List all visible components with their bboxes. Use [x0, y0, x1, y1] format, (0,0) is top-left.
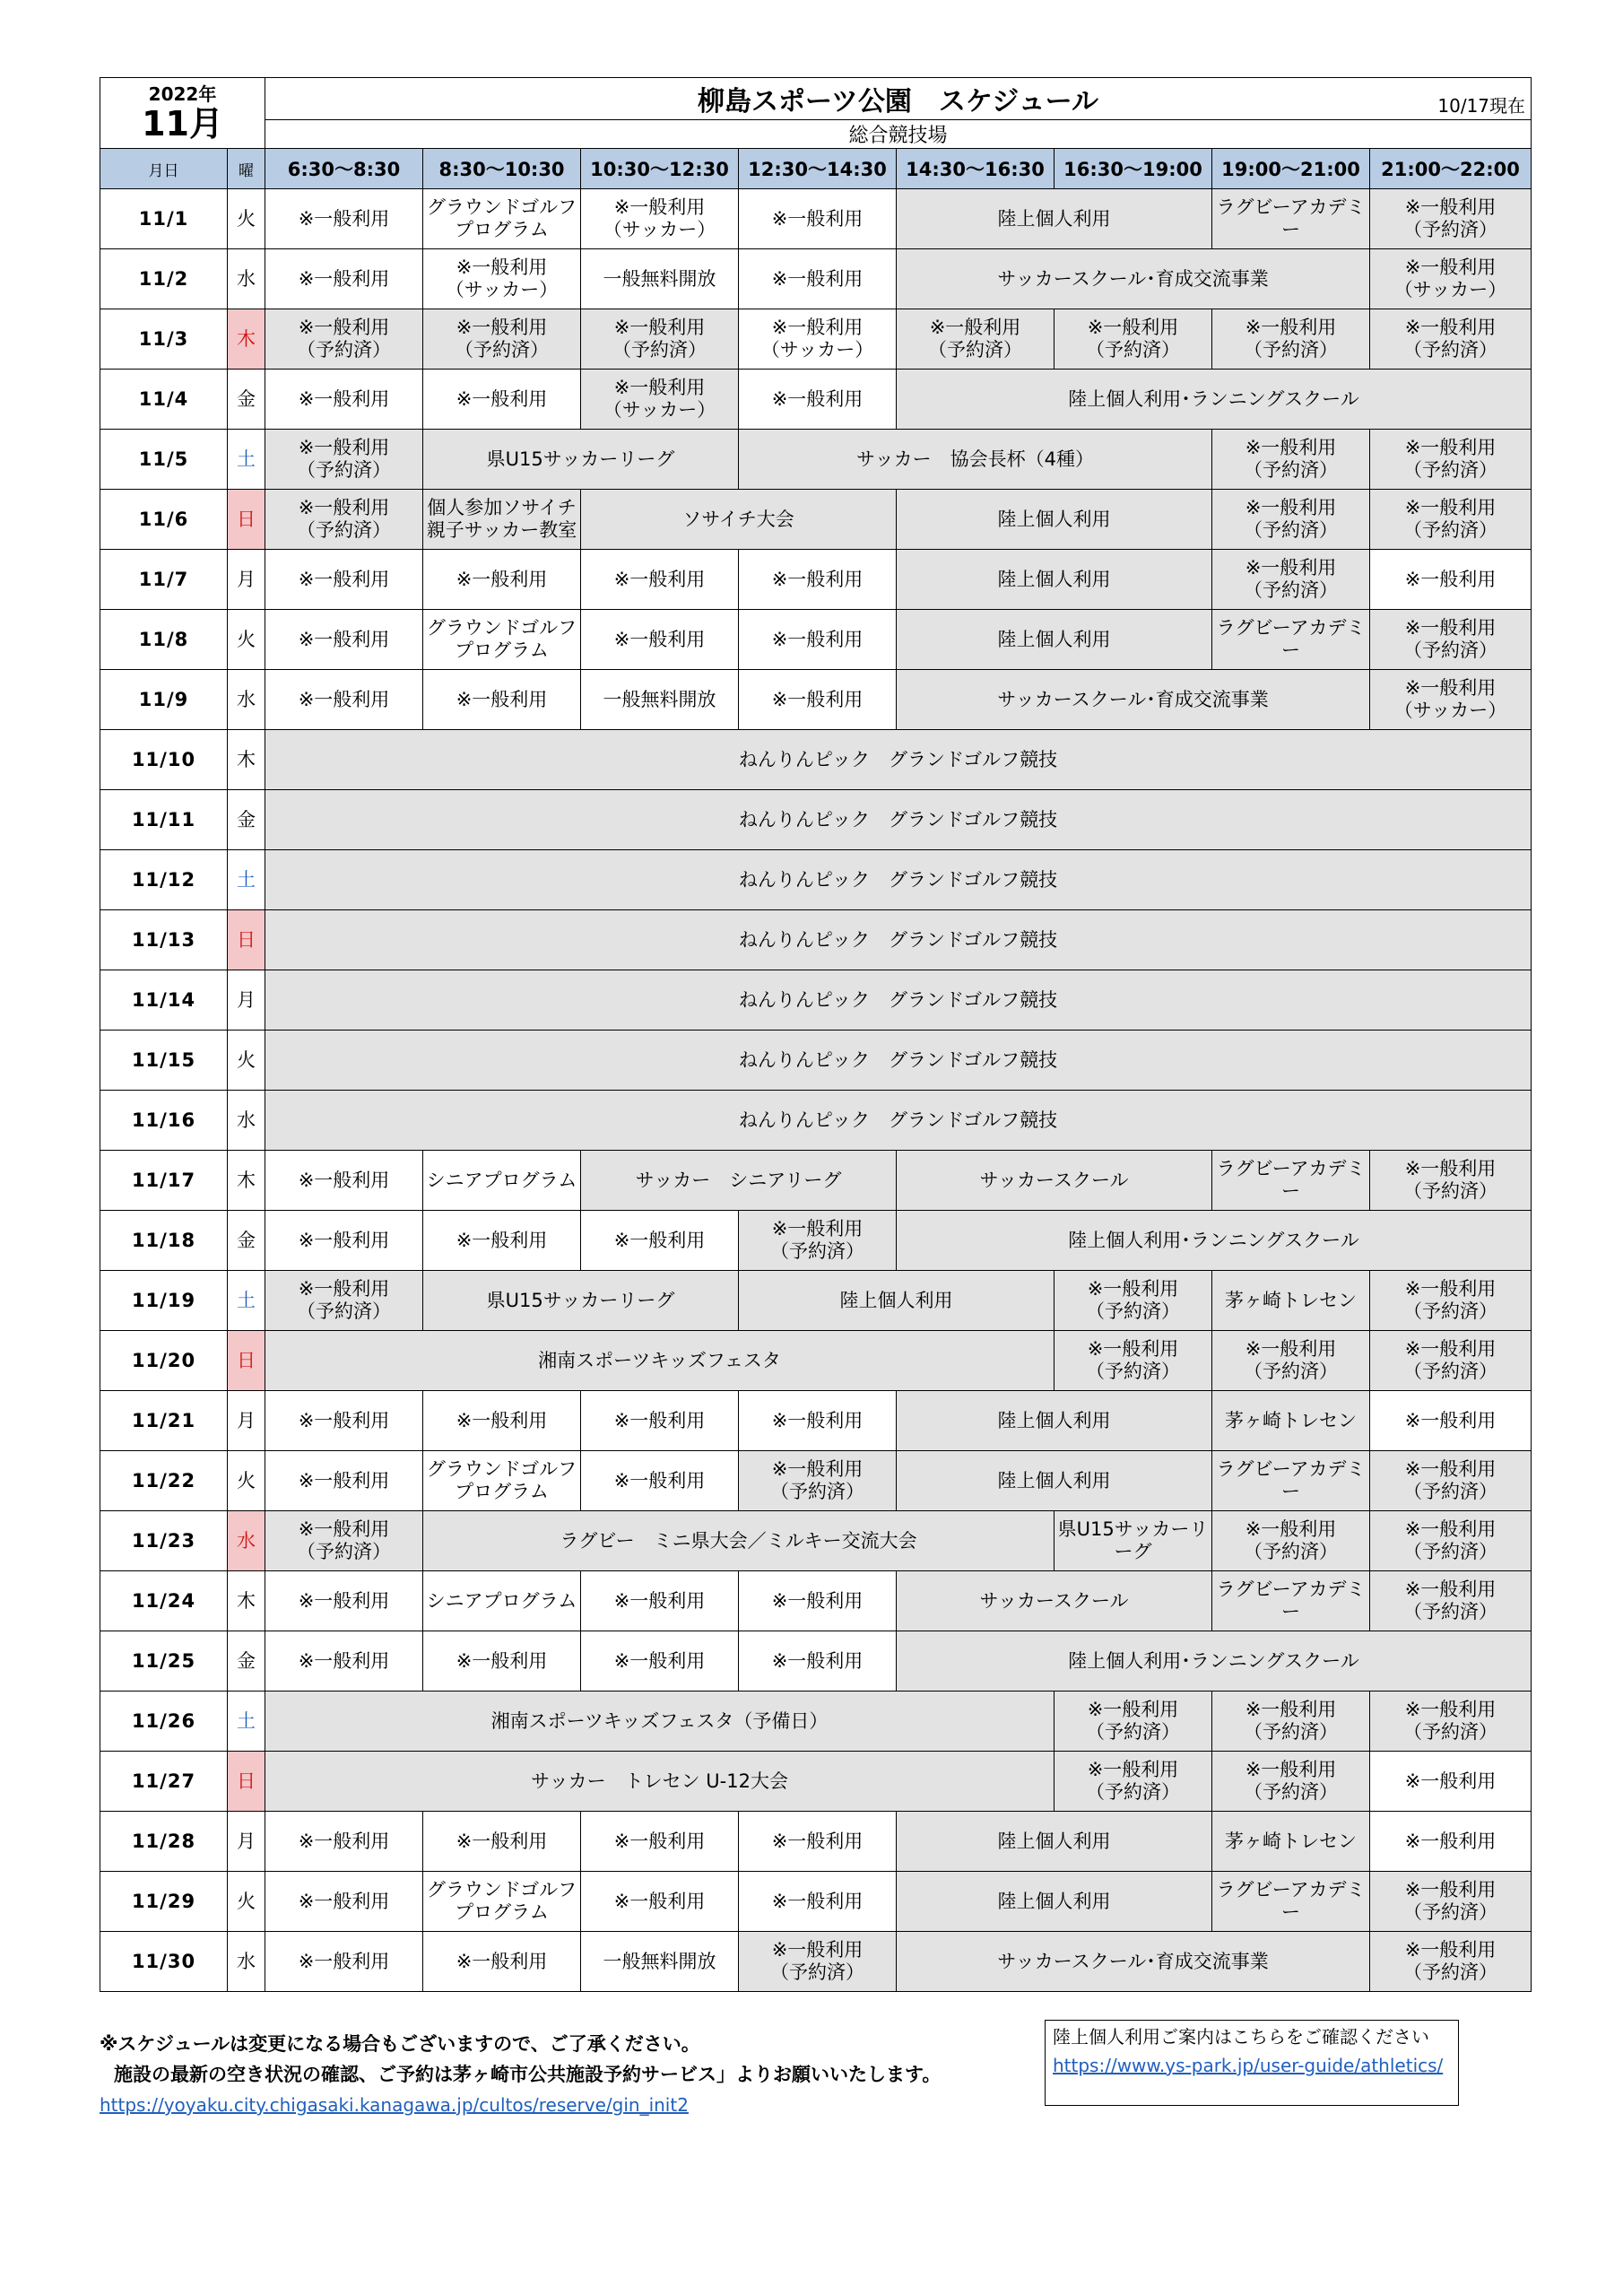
schedule-row	[100, 610, 1532, 670]
schedule-slot-cell: 陸上個人利用	[897, 610, 1212, 670]
schedule-slot-cell: ※一般利用 （予約済）	[897, 309, 1055, 370]
weekday-cell: 火	[228, 1451, 265, 1511]
schedule-slot-cell: ※一般利用 （サッカー）	[581, 189, 739, 249]
schedule-row	[100, 1091, 1532, 1151]
schedule-slot-cell: ※一般利用 （サッカー）	[581, 370, 739, 430]
schedule-slot-cell: ※一般利用 （サッカー）	[1370, 249, 1532, 309]
notes-line-1: ※スケジュールは変更になる場合もございますので、ご了承ください。	[100, 2033, 700, 2055]
schedule-slot-cell: 陸上個人利用	[897, 490, 1212, 550]
schedule-slot-cell: ※一般利用	[581, 1571, 739, 1631]
schedule-slot-cell: ラグビー ミニ県大会／ミルキー交流大会	[423, 1511, 1055, 1571]
schedule-slot-cell: ※一般利用 （予約済）	[1370, 1692, 1532, 1752]
column-header-slot: 14:30～16:30	[897, 149, 1055, 189]
schedule-slot-cell: ※一般利用 （予約済）	[1370, 1511, 1532, 1571]
schedule-slot-cell: ラグビーアカデミー	[1212, 1571, 1370, 1631]
weekday-cell: 土	[228, 850, 265, 910]
schedule-row	[100, 1872, 1532, 1932]
weekday-cell: 日	[228, 1331, 265, 1391]
schedule-slot-cell: ※一般利用	[581, 550, 739, 610]
date-cell: 11/11	[100, 790, 228, 850]
schedule-slot-cell: ※一般利用 （予約済）	[1370, 309, 1532, 370]
weekday-cell: 水	[228, 1091, 265, 1151]
date-cell: 11/8	[100, 610, 228, 670]
schedule-slot-cell: ※一般利用 （予約済）	[265, 430, 423, 490]
date-cell: 11/3	[100, 309, 228, 370]
schedule-slot-cell: ※一般利用 （サッカー）	[423, 249, 581, 309]
schedule-row	[100, 490, 1532, 550]
schedule-slot-cell: サッカースクール･育成交流事業	[897, 1932, 1370, 1992]
schedule-slot-cell: 一般無料開放	[581, 249, 739, 309]
weekday-cell: 木	[228, 730, 265, 790]
schedule-slot-cell: ねんりんピック グランドゴルフ競技	[265, 970, 1532, 1031]
schedule-table	[100, 77, 1532, 1992]
title-cell	[265, 78, 1532, 120]
schedule-slot-cell: ※一般利用 （サッカー）	[739, 309, 897, 370]
schedule-slot-cell: ※一般利用 （予約済）	[1370, 610, 1532, 670]
schedule-slot-cell: ※一般利用	[581, 1631, 739, 1692]
weekday-cell: 火	[228, 1031, 265, 1091]
schedule-row	[100, 970, 1532, 1031]
schedule-slot-cell: ※一般利用	[581, 1812, 739, 1872]
date-cell: 11/29	[100, 1872, 228, 1932]
schedule-slot-cell: ※一般利用	[265, 1932, 423, 1992]
schedule-slot-cell: ※一般利用	[739, 1631, 897, 1692]
schedule-slot-cell: 陸上個人利用	[897, 1451, 1212, 1511]
schedule-slot-cell: ※一般利用 （予約済）	[1370, 1151, 1532, 1211]
weekday-cell: 水	[228, 1511, 265, 1571]
schedule-row	[100, 1151, 1532, 1211]
schedule-slot-cell: ※一般利用 （予約済）	[1370, 1932, 1532, 1992]
date-cell: 11/5	[100, 430, 228, 490]
weekday-cell: 日	[228, 1752, 265, 1812]
schedule-row	[100, 910, 1532, 970]
schedule-slot-cell: ※一般利用	[581, 1211, 739, 1271]
schedule-row	[100, 1511, 1532, 1571]
schedule-slot-cell: ※一般利用 （予約済）	[1370, 1872, 1532, 1932]
schedule-slot-cell: 陸上個人利用	[897, 1391, 1212, 1451]
schedule-slot-cell: ※一般利用	[265, 1391, 423, 1451]
schedule-row	[100, 1211, 1532, 1271]
schedule-slot-cell: ラグビーアカデミー	[1212, 610, 1370, 670]
schedule-slot-cell: ※一般利用	[739, 1812, 897, 1872]
weekday-cell: 水	[228, 249, 265, 309]
weekday-cell: 月	[228, 1391, 265, 1451]
schedule-slot-cell: ※一般利用	[265, 550, 423, 610]
schedule-slot-cell: ※一般利用	[265, 1872, 423, 1932]
date-cell: 11/16	[100, 1091, 228, 1151]
schedule-slot-cell: ※一般利用 （予約済）	[265, 309, 423, 370]
date-cell: 11/14	[100, 970, 228, 1031]
schedule-slot-cell: ※一般利用 （予約済）	[1212, 1692, 1370, 1752]
schedule-row	[100, 1752, 1532, 1812]
schedule-row	[100, 1451, 1532, 1511]
weekday-cell: 木	[228, 309, 265, 370]
schedule-row	[100, 1331, 1532, 1391]
date-cell: 11/20	[100, 1331, 228, 1391]
schedule-slot-cell: ※一般利用 （予約済）	[1212, 1752, 1370, 1812]
schedule-slot-cell: ※一般利用 （予約済）	[1370, 1331, 1532, 1391]
weekday-cell: 金	[228, 1211, 265, 1271]
reservation-link[interactable]: https://yoyaku.city.chigasaki.kanagawa.jp/cultos/reserve/gin_init2	[100, 2094, 689, 2116]
schedule-slot-cell: ※一般利用 （予約済）	[265, 490, 423, 550]
schedule-slot-cell: 陸上個人利用	[897, 1812, 1212, 1872]
date-cell: 11/6	[100, 490, 228, 550]
column-header-slot: 8:30～10:30	[423, 149, 581, 189]
schedule-row	[100, 790, 1532, 850]
schedule-slot-cell: ※一般利用 （サッカー）	[1370, 670, 1532, 730]
weekday-cell: 土	[228, 1692, 265, 1752]
schedule-row	[100, 309, 1532, 370]
schedule-slot-cell: ※一般利用	[423, 550, 581, 610]
schedule-slot-cell: 一般無料開放	[581, 1932, 739, 1992]
schedule-slot-cell: グラウンドゴルフ プログラム	[423, 1872, 581, 1932]
guide-text: 陸上個人利用ご案内はこちらをご確認ください	[1053, 2026, 1429, 2048]
schedule-slot-cell: 県U15サッカーリーグ	[423, 430, 739, 490]
schedule-row	[100, 1391, 1532, 1451]
schedule-slot-cell: ※一般利用 （予約済）	[1370, 1571, 1532, 1631]
athletics-guide-box	[1045, 2020, 1459, 2106]
date-cell: 11/27	[100, 1752, 228, 1812]
schedule-slot-cell: ※一般利用	[739, 249, 897, 309]
column-header-slot: 10:30～12:30	[581, 149, 739, 189]
schedule-slot-cell: 陸上個人利用	[739, 1271, 1055, 1331]
schedule-slot-cell: ねんりんピック グランドゴルフ競技	[265, 850, 1532, 910]
schedule-slot-cell: サッカースクール	[897, 1571, 1212, 1631]
schedule-slot-cell: 陸上個人利用	[897, 189, 1212, 249]
schedule-slot-cell: ※一般利用	[739, 1872, 897, 1932]
schedule-slot-cell: ※一般利用	[423, 370, 581, 430]
schedule-slot-cell: 一般無料開放	[581, 670, 739, 730]
date-cell: 11/26	[100, 1692, 228, 1752]
schedule-slot-cell: ※一般利用	[581, 1391, 739, 1451]
schedule-slot-cell: ※一般利用	[739, 1571, 897, 1631]
schedule-slot-cell: ねんりんピック グランドゴルフ競技	[265, 1091, 1532, 1151]
weekday-cell: 月	[228, 970, 265, 1031]
footer-notes	[100, 2029, 996, 2120]
column-header-slot: 16:30～19:00	[1055, 149, 1212, 189]
schedule-slot-cell: サッカー シニアリーグ	[581, 1151, 897, 1211]
schedule-slot-cell: サッカースクール	[897, 1151, 1212, 1211]
schedule-row	[100, 1631, 1532, 1692]
guide-link[interactable]: https://www.ys-park.jp/user-guide/athletics/	[1053, 2055, 1444, 2076]
column-header-date: 月日	[100, 149, 228, 189]
schedule-slot-cell: グラウンドゴルフ プログラム	[423, 1451, 581, 1511]
column-header-slot: 12:30～14:30	[739, 149, 897, 189]
schedule-slot-cell: ※一般利用	[581, 1872, 739, 1932]
weekday-cell: 金	[228, 790, 265, 850]
date-cell: 11/22	[100, 1451, 228, 1511]
date-cell: 11/28	[100, 1812, 228, 1872]
weekday-cell: 金	[228, 370, 265, 430]
schedule-slot-cell: 陸上個人利用	[897, 1872, 1212, 1932]
date-cell: 11/10	[100, 730, 228, 790]
schedule-slot-cell: ※一般利用 （予約済）	[1055, 1331, 1212, 1391]
schedule-slot-cell: ※一般利用 （予約済）	[1212, 430, 1370, 490]
date-cell: 11/30	[100, 1932, 228, 1992]
schedule-slot-cell: ※一般利用 （予約済）	[739, 1932, 897, 1992]
date-cell: 11/21	[100, 1391, 228, 1451]
schedule-slot-cell: グラウンドゴルフ プログラム	[423, 610, 581, 670]
date-cell: 11/7	[100, 550, 228, 610]
schedule-row	[100, 1932, 1532, 1992]
schedule-slot-cell: ※一般利用	[265, 1211, 423, 1271]
weekday-cell: 土	[228, 1271, 265, 1331]
schedule-slot-cell: サッカー 協会長杯（4種）	[739, 430, 1212, 490]
schedule-row	[100, 370, 1532, 430]
date-cell: 11/25	[100, 1631, 228, 1692]
schedule-slot-cell: ※一般利用	[423, 670, 581, 730]
schedule-row	[100, 850, 1532, 910]
date-cell: 11/15	[100, 1031, 228, 1091]
schedule-slot-cell: ※一般利用 （予約済）	[1370, 1451, 1532, 1511]
schedule-row	[100, 430, 1532, 490]
schedule-slot-cell: 茅ヶ崎トレセン	[1212, 1391, 1370, 1451]
schedule-slot-cell: ※一般利用 （予約済）	[1212, 490, 1370, 550]
schedule-slot-cell: ※一般利用 （予約済）	[1370, 490, 1532, 550]
date-cell: 11/1	[100, 189, 228, 249]
weekday-cell: 火	[228, 1872, 265, 1932]
date-cell: 11/12	[100, 850, 228, 910]
schedule-row	[100, 1031, 1532, 1091]
schedule-row	[100, 550, 1532, 610]
schedule-row	[100, 670, 1532, 730]
weekday-cell: 木	[228, 1151, 265, 1211]
schedule-slot-cell: ※一般利用 （予約済）	[581, 309, 739, 370]
schedule-slot-cell: ※一般利用	[423, 1812, 581, 1872]
schedule-slot-cell: 湘南スポーツキッズフェスタ	[265, 1331, 1055, 1391]
notes-line-2: 施設の最新の空き状況の確認、ご予約は茅ヶ崎市公共施設予約サービス」よりお願いいたします。	[114, 2064, 942, 2085]
schedule-slot-cell: 茅ヶ崎トレセン	[1212, 1271, 1370, 1331]
date-cell: 11/4	[100, 370, 228, 430]
schedule-row	[100, 249, 1532, 309]
schedule-row	[100, 189, 1532, 249]
date-cell: 11/18	[100, 1211, 228, 1271]
schedule-slot-cell: ねんりんピック グランドゴルフ競技	[265, 790, 1532, 850]
schedule-slot-cell: サッカースクール･育成交流事業	[897, 249, 1370, 309]
weekday-cell: 火	[228, 189, 265, 249]
schedule-slot-cell: 県U15サッカーリーグ	[423, 1271, 739, 1331]
weekday-cell: 日	[228, 490, 265, 550]
schedule-slot-cell: ※一般利用	[739, 370, 897, 430]
schedule-slot-cell: ※一般利用	[581, 1451, 739, 1511]
schedule-row	[100, 1571, 1532, 1631]
schedule-slot-cell: ねんりんピック グランドゴルフ競技	[265, 1031, 1532, 1091]
date-cell: 11/24	[100, 1571, 228, 1631]
schedule-slot-cell: ※一般利用 （予約済）	[1055, 1271, 1212, 1331]
schedule-slot-cell: ※一般利用	[739, 670, 897, 730]
schedule-slot-cell: ※一般利用 （予約済）	[739, 1451, 897, 1511]
schedule-slot-cell: ※一般利用 （予約済）	[1055, 309, 1212, 370]
schedule-slot-cell: ※一般利用	[265, 189, 423, 249]
schedule-slot-cell: ソサイチ大会	[581, 490, 897, 550]
schedule-slot-cell: ※一般利用 （予約済）	[1055, 1752, 1212, 1812]
schedule-slot-cell: ねんりんピック グランドゴルフ競技	[265, 730, 1532, 790]
date-cell: 11/2	[100, 249, 228, 309]
schedule-slot-cell: ※一般利用	[1370, 550, 1532, 610]
date-cell: 11/9	[100, 670, 228, 730]
schedule-slot-cell: 陸上個人利用･ランニングスクール	[897, 1211, 1532, 1271]
schedule-slot-cell: ※一般利用	[581, 610, 739, 670]
schedule-slot-cell: ※一般利用	[265, 1451, 423, 1511]
schedule-slot-cell: ねんりんピック グランドゴルフ競技	[265, 910, 1532, 970]
schedule-slot-cell: ※一般利用 （予約済）	[1370, 1271, 1532, 1331]
column-header-dow: 曜	[228, 149, 265, 189]
schedule-slot-cell: ※一般利用 （予約済）	[1212, 1331, 1370, 1391]
schedule-slot-cell: 個人参加ソサイチ 親子サッカー教室	[423, 490, 581, 550]
schedule-slot-cell: ※一般利用 （予約済）	[265, 1511, 423, 1571]
schedule-slot-cell: シニアプログラム	[423, 1151, 581, 1211]
weekday-cell: 月	[228, 550, 265, 610]
schedule-slot-cell: ※一般利用	[739, 610, 897, 670]
column-header-slot: 21:00～22:00	[1370, 149, 1532, 189]
schedule-slot-cell: ※一般利用 （予約済）	[265, 1271, 423, 1331]
year-label: 2022年	[148, 83, 217, 105]
page-title: 柳島スポーツ公園 スケジュール	[698, 86, 1099, 117]
schedule-slot-cell: ※一般利用	[423, 1391, 581, 1451]
schedule-slot-cell: ※一般利用 （予約済）	[1370, 189, 1532, 249]
weekday-cell: 水	[228, 670, 265, 730]
schedule-row	[100, 730, 1532, 790]
column-header-row	[100, 149, 1532, 189]
schedule-slot-cell: 陸上個人利用･ランニングスクール	[897, 1631, 1532, 1692]
date-cell: 11/23	[100, 1511, 228, 1571]
schedule-slot-cell: ※一般利用	[265, 610, 423, 670]
weekday-cell: 日	[228, 910, 265, 970]
column-header-slot: 6:30～8:30	[265, 149, 423, 189]
schedule-slot-cell: ※一般利用	[739, 550, 897, 610]
schedule-slot-cell: サッカースクール･育成交流事業	[897, 670, 1370, 730]
schedule-slot-cell: ※一般利用	[739, 1391, 897, 1451]
schedule-slot-cell: サッカー トレセン U-12大会	[265, 1752, 1055, 1812]
date-cell: 11/19	[100, 1271, 228, 1331]
weekday-cell: 土	[228, 430, 265, 490]
month-cell	[100, 78, 265, 149]
schedule-slot-cell: ※一般利用	[1370, 1752, 1532, 1812]
schedule-slot-cell: シニアプログラム	[423, 1571, 581, 1631]
schedule-slot-cell: ※一般利用	[265, 670, 423, 730]
schedule-slot-cell: ※一般利用	[423, 1211, 581, 1271]
weekday-cell: 水	[228, 1932, 265, 1992]
schedule-slot-cell: ※一般利用	[1370, 1812, 1532, 1872]
schedule-slot-cell: ※一般利用 （予約済）	[423, 309, 581, 370]
schedule-slot-cell: ※一般利用 （予約済）	[1370, 430, 1532, 490]
schedule-slot-cell: ※一般利用	[423, 1631, 581, 1692]
schedule-slot-cell: ※一般利用	[739, 189, 897, 249]
schedule-slot-cell: ※一般利用 （予約済）	[1212, 1511, 1370, 1571]
weekday-cell: 月	[228, 1812, 265, 1872]
schedule-slot-cell: 県U15サッカーリーグ	[1055, 1511, 1212, 1571]
schedule-row	[100, 1271, 1532, 1331]
schedule-slot-cell: ※一般利用	[265, 249, 423, 309]
schedule-slot-cell: ※一般利用	[265, 1812, 423, 1872]
schedule-slot-cell: グラウンドゴルフ プログラム	[423, 189, 581, 249]
schedule-slot-cell: ※一般利用 （予約済）	[1055, 1692, 1212, 1752]
schedule-slot-cell: ※一般利用	[265, 1151, 423, 1211]
schedule-slot-cell: 茅ヶ崎トレセン	[1212, 1812, 1370, 1872]
column-header-slot: 19:00～21:00	[1212, 149, 1370, 189]
schedule-slot-cell: ※一般利用	[265, 370, 423, 430]
schedule-slot-cell: ラグビーアカデミー	[1212, 189, 1370, 249]
schedule-slot-cell: ※一般利用	[265, 1571, 423, 1631]
schedule-slot-cell: ※一般利用	[1370, 1391, 1532, 1451]
schedule-slot-cell: ※一般利用 （予約済）	[739, 1211, 897, 1271]
month-label: 11月	[142, 104, 223, 144]
schedule-slot-cell: ※一般利用 （予約済）	[1212, 550, 1370, 610]
schedule-slot-cell: 湘南スポーツキッズフェスタ（予備日）	[265, 1692, 1055, 1752]
schedule-slot-cell: ※一般利用	[423, 1932, 581, 1992]
schedule-slot-cell: ラグビーアカデミー	[1212, 1151, 1370, 1211]
weekday-cell: 木	[228, 1571, 265, 1631]
date-cell: 11/17	[100, 1151, 228, 1211]
schedule-slot-cell: ※一般利用	[265, 1631, 423, 1692]
schedule-slot-cell: ラグビーアカデミー	[1212, 1451, 1370, 1511]
schedule-slot-cell: 陸上個人利用	[897, 550, 1212, 610]
date-cell: 11/13	[100, 910, 228, 970]
as-of-date: 10/17現在	[1437, 95, 1526, 117]
weekday-cell: 金	[228, 1631, 265, 1692]
venue-label: 総合競技場	[265, 120, 1532, 149]
weekday-cell: 火	[228, 610, 265, 670]
schedule-slot-cell: ※一般利用 （予約済）	[1212, 309, 1370, 370]
schedule-row	[100, 1812, 1532, 1872]
schedule-slot-cell: 陸上個人利用･ランニングスクール	[897, 370, 1532, 430]
schedule-sheet	[100, 77, 1531, 1992]
schedule-slot-cell: ラグビーアカデミー	[1212, 1872, 1370, 1932]
schedule-row	[100, 1692, 1532, 1752]
